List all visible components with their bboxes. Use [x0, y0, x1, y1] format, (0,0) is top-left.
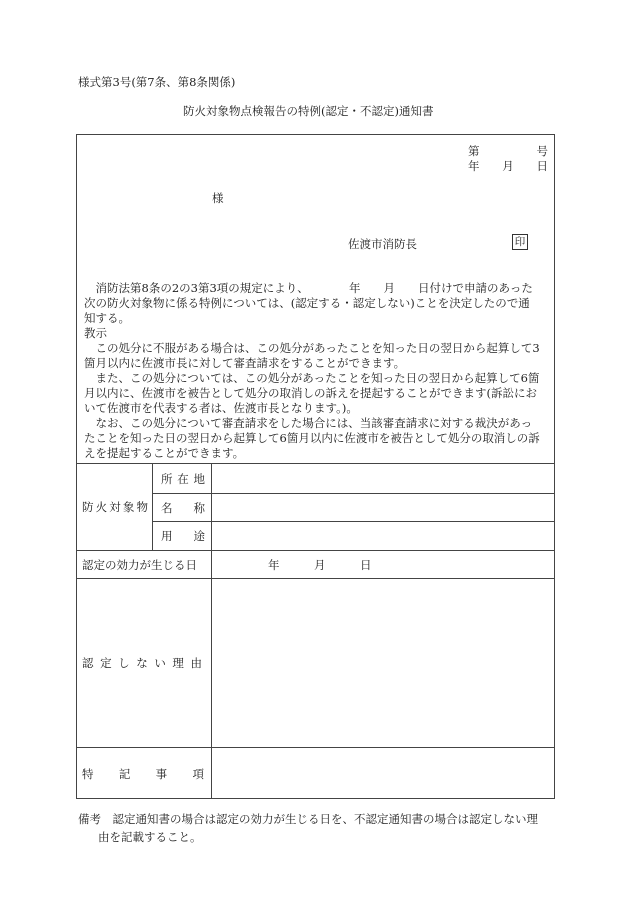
document-date-label: 年 月 日: [468, 159, 548, 173]
remarks-line-2: 由を記載すること。: [98, 830, 202, 844]
document-title: 防火対象物点検報告の特例(認定・不認定)通知書: [183, 104, 434, 118]
notice-line-6: なお、この処分について審査請求をした場合には、当該審査請求に対する裁決があっ: [84, 416, 533, 430]
seal-mark: 印: [512, 234, 528, 250]
rule-date-bottom: [76, 578, 555, 579]
notice-line-3: また、この処分については、この処分があったことを知った日の翌日から起算して6箇: [84, 371, 540, 385]
sender-name: 佐渡市消防長: [348, 237, 417, 251]
label-rejection-reason: 認 定 し な い 理 由: [82, 656, 202, 670]
rule-location-bottom: [152, 493, 555, 494]
notice-line-4: 月以内に、佐渡市を被告として処分の取消しの訴えを提起することができます(訴訟にお: [84, 386, 537, 400]
decision-line-1: 消防法第8条の2の3第3項の規定により、 年 月 日付けで申請のあった: [84, 281, 533, 295]
notice-line-5: いて佐渡市を代表する者は、佐渡市長となります。)。: [84, 401, 358, 415]
addressee-suffix: 様: [212, 191, 224, 205]
form-number-label: 様式第3号(第7条、第8条関係): [78, 75, 236, 89]
document-number-label: 第 号: [468, 144, 548, 158]
rule-value-divider: [211, 463, 212, 798]
label-use: 用 途: [161, 529, 205, 543]
rule-object-divider: [152, 463, 153, 550]
remarks-line-1: 備考 認定通知書の場合は認定の効力が生じる日を、不認定通知書の場合は認定しない理: [78, 812, 538, 826]
rule-name-bottom: [152, 521, 555, 522]
form-frame: [76, 134, 555, 799]
notice-line-8: えを提起することができます。: [84, 446, 245, 460]
label-effective-date: 認定の効力が生じる日: [82, 558, 197, 572]
decision-line-2: 次の防火対象物に係る特例については、(認定する・認定しない)ことを決定したので通: [84, 296, 530, 310]
decision-paragraph: [84, 281, 550, 461]
effective-date-value: 年 月 日: [268, 558, 372, 572]
notice-line-1: この処分に不服がある場合は、この処分があったことを知った日の翌日から起算して3: [84, 341, 540, 355]
notice-line-2: 箇月以内に佐渡市長に対して審査請求をすることができます。: [84, 356, 406, 370]
label-fire-object: 防 火 対 象 物: [82, 500, 148, 514]
rule-object-bottom: [76, 550, 555, 551]
label-location: 所 在 地: [161, 472, 205, 486]
notice-heading: 教示: [84, 326, 107, 340]
label-name: 名 称: [161, 501, 205, 515]
rule-body-bottom: [76, 463, 555, 464]
rule-reason-bottom: [76, 747, 555, 748]
decision-line-3: 知する。: [84, 311, 130, 325]
label-special-notes: 特 記 事 項: [82, 767, 204, 781]
notice-line-7: たことを知った日の翌日から起算して6箇月以内に佐渡市を被告として処分の取消しの訴: [84, 431, 540, 445]
